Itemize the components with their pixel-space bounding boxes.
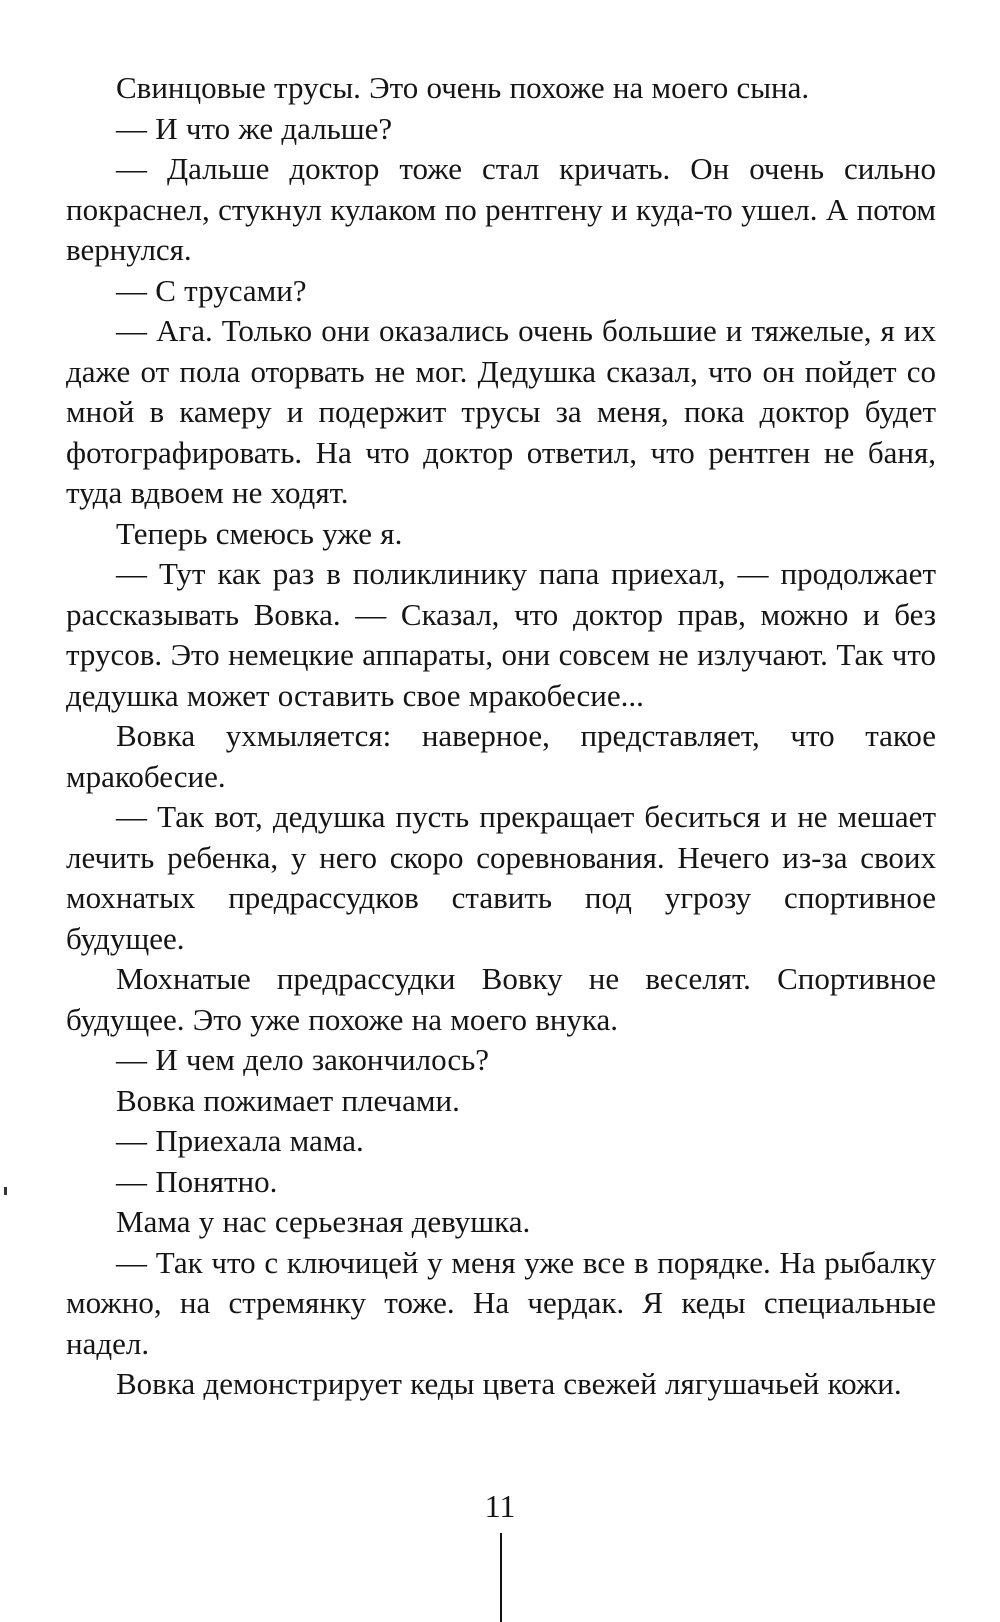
paragraph: — Так что с ключицей у меня уже все в порядке. На рыбалку можно, на стремянку тоже. На чердак. Я кеды специальные надел. [66,1244,936,1361]
paragraph: — Так вот, дедушка пусть прекращает беситься и не мешает лечить ребенка, у него скоро соревнования. Нечего из-за своих мохнатых предрассудков ставить под угрозу спортивное будущее. [66,799,936,956]
paragraph: — С трусами? [116,272,307,308]
paragraph: Вовка пожимает плечами. [116,1082,460,1118]
paragraph: Теперь смеюсь уже я. [116,515,403,551]
folio-rule [500,1533,502,1622]
paragraph: — Приехала мама. [116,1123,364,1158]
paragraph: Вовка ухмыляется: наверное, представляет, что такое мракобесие. [66,718,936,794]
body-text [66,68,936,1405]
paragraph: Мама у нас серьезная девушка. [116,1204,531,1239]
paragraph: Свинцовые трусы. Это очень похоже на моего сына. [116,70,810,105]
paragraph: — Понятно. [116,1163,278,1199]
paragraph: — Ага. Только они оказались очень большие и тяжелые, я их даже от пола оторвать не мог. Дедушка сказал, что он пойдет со мной в камеру и подержит трусы за меня, пока доктор будет фотографировать. На что доктор ответил, что рентген не баня, туда вдвоем не ходят. [66,313,936,510]
paragraph: Вовка демонстрирует кеды цвета свежей лягушачьей кожи. [116,1366,902,1401]
page-number: 11 [484,1488,516,1524]
paragraph: — И чем дело закончилось? [116,1042,490,1077]
paragraph: — И что же дальше? [116,110,393,146]
edge-mark [4,1187,7,1195]
paragraph: — Дальше доктор тоже стал кричать. Он очень сильно покраснел, стукнул кулаком по рентгену и куда-то ушел. А потом вернулся. [66,151,936,267]
paragraph: — Тут как раз в поликлинику папа приехал, — продолжает рассказывать Вовка. — Сказал, что доктор прав, можно и без трусов. Это немецкие аппараты, они совсем не излучают. Так что дедушка может оставить свое мракобесие... [66,556,936,713]
paragraph: Мохнатые предрассудки Вовку не веселят. Спортивное будущее. Это уже похоже на моего внука. [66,961,936,1037]
